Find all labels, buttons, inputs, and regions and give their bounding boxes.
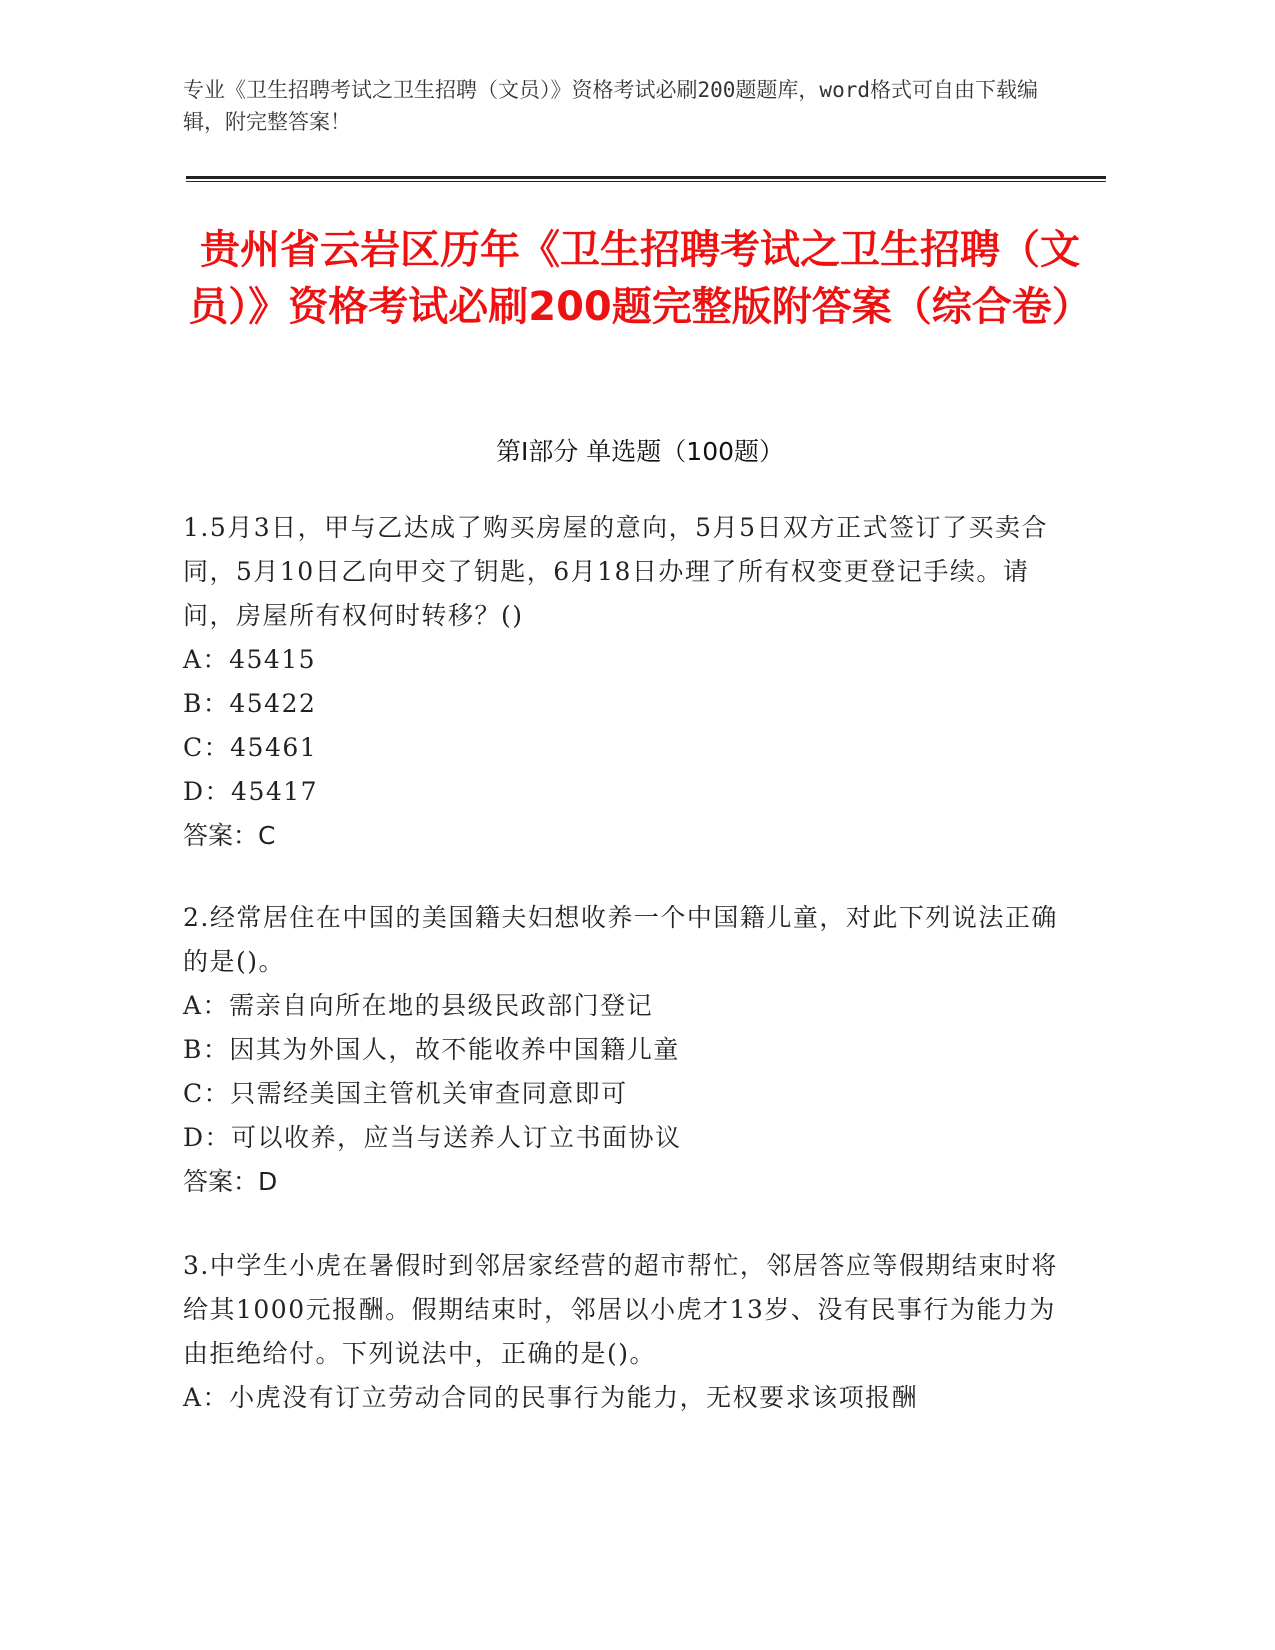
option-b <box>183 682 1063 726</box>
option-letter: B： <box>183 689 230 718</box>
option-letter: A： <box>183 1383 230 1412</box>
option-letter: C： <box>183 1079 231 1108</box>
question-1 <box>183 506 1063 858</box>
option-a <box>183 638 1063 682</box>
section-title: 第Ⅰ部分 单选题（100题） <box>495 437 785 466</box>
option-b <box>183 1028 1063 1072</box>
question-stem: 3.中学生小虎在暑假时到邻居家经营的超市帮忙，邻居答应等假期结束时将给其1000元报酬。假期结束时，邻居以小虎才13岁、没有民事行为能力为由拒绝给付。下列说法中，正确的是()。 <box>183 1251 1058 1368</box>
option-text: 小虎没有订立劳动合同的民事行为能力，无权要求该项报酬 <box>229 1383 919 1412</box>
question-2 <box>183 896 1063 1204</box>
option-text: 只需经美国主管机关审查同意即可 <box>230 1079 628 1108</box>
question-answer: 答案：C <box>183 821 276 850</box>
option-a <box>183 984 1063 1028</box>
question-stem: 2.经常居住在中国的美国籍夫妇想收养一个中国籍儿童，对此下列说法正确的是()。 <box>183 903 1058 976</box>
option-d <box>183 1116 1063 1160</box>
option-text: 45461 <box>230 733 318 762</box>
option-text: 可以收养，应当与送养人订立书面协议 <box>231 1123 682 1152</box>
option-a <box>183 1376 1063 1420</box>
document-title: 贵州省云岩区历年《卫生招聘考试之卫生招聘（文员）》资格考试必刷200题完整版附答案（综合卷） <box>188 227 1092 330</box>
option-letter: D： <box>183 777 232 806</box>
option-c <box>183 726 1063 770</box>
option-text: 45422 <box>229 689 317 718</box>
option-letter: A： <box>183 645 230 674</box>
header-divider <box>186 176 1106 179</box>
option-letter: D： <box>183 1123 232 1152</box>
header-divider-thin <box>186 181 1106 182</box>
option-letter: C： <box>183 733 231 762</box>
option-text: 45415 <box>229 645 317 674</box>
question-stem: 1.5月3日，甲与乙达成了购买房屋的意向，5月5日双方正式签订了买卖合同，5月10日乙向甲交了钥匙，6月18日办理了所有权变更登记手续。请问，房屋所有权何时转移？() <box>183 513 1048 630</box>
option-letter: A： <box>183 991 230 1020</box>
option-text: 需亲自向所在地的县级民政部门登记 <box>229 991 654 1020</box>
option-d <box>183 770 1063 814</box>
option-text: 45417 <box>231 777 319 806</box>
header-note: 专业《卫生招聘考试之卫生招聘（文员）》资格考试必刷200题题库，word格式可自由下载编辑，附完整答案！ <box>183 78 1038 134</box>
option-letter: B： <box>183 1035 230 1064</box>
question-3 <box>183 1244 1063 1420</box>
option-c <box>183 1072 1063 1116</box>
option-text: 因其为外国人，故不能收养中国籍儿童 <box>229 1035 680 1064</box>
question-answer: 答案：D <box>183 1167 278 1196</box>
